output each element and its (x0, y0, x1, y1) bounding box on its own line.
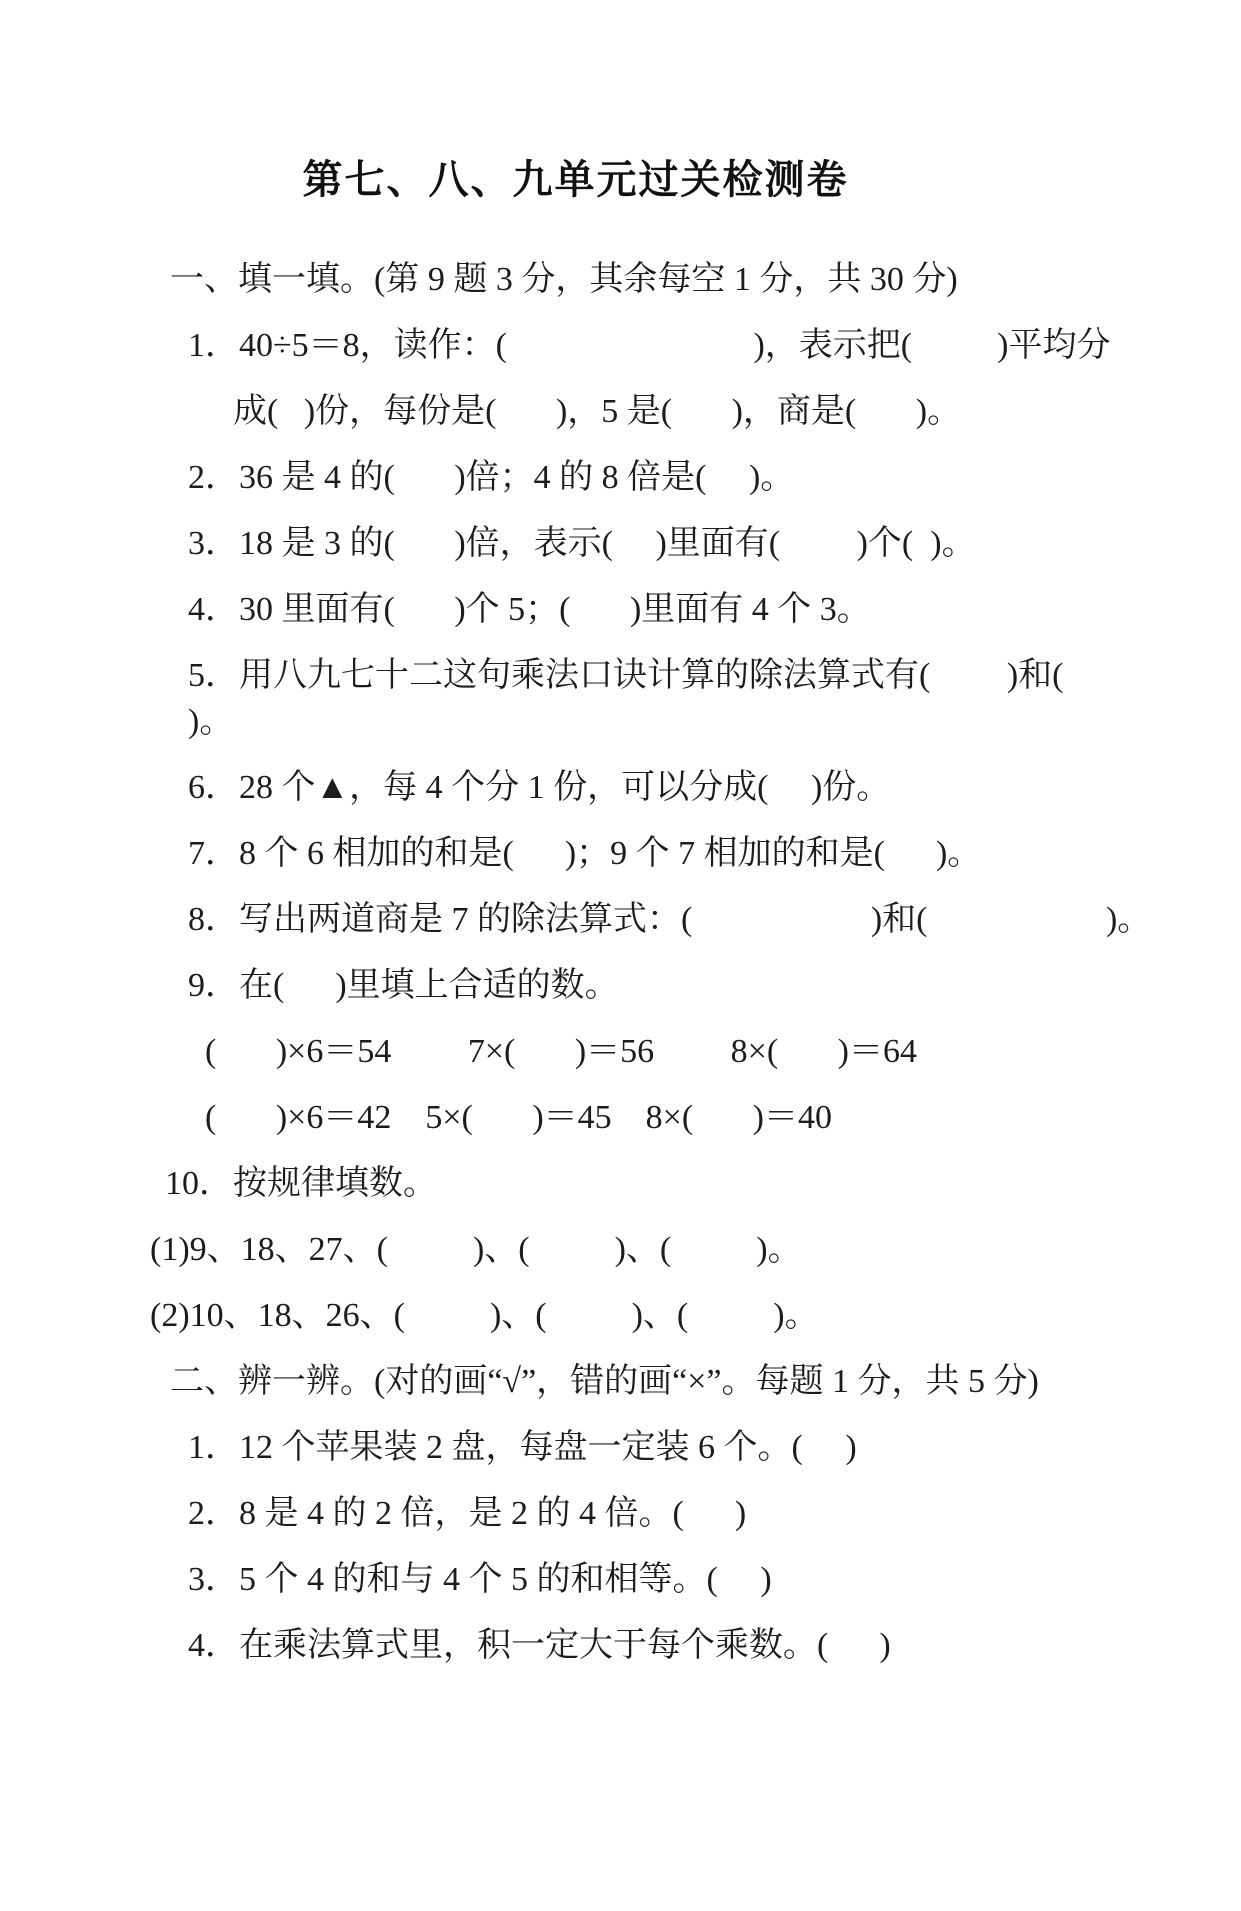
question-line: 1．40÷5＝8，读作：( )，表示把( )平均分 (188, 327, 1111, 364)
section-heading-1: 一、填一填。(第 9 题 3 分，其余每空 1 分，共 30 分) (170, 261, 958, 298)
question-line: 2．36 是 4 的( )倍；4 的 8 倍是( )。 (188, 459, 795, 496)
question-line: 3．5 个 4 的和与 4 个 5 的和相等。( ) (188, 1561, 772, 1598)
question-line: 9．在( )里填上合适的数。 (188, 967, 619, 1004)
question-line: 8．写出两道商是 7 的除法算式：( )和( )。 (188, 901, 1152, 938)
question-line: 6．28 个▲，每 4 个分 1 份，可以分成( )份。 (188, 769, 891, 806)
question-line: 4．在乘法算式里，积一定大于每个乘数。( ) (188, 1627, 891, 1664)
question-line: 7．8 个 6 相加的和是( )；9 个 7 相加的和是( )。 (188, 835, 982, 872)
question-line: (1)9、18、27、( )、( )、( )。 (150, 1231, 802, 1268)
question-line: 5．用八九七十二这句乘法口诀计算的除法算式有( )和( )。 (188, 657, 1140, 740)
question-line: 2．8 是 4 的 2 倍，是 2 的 4 倍。( ) (188, 1495, 747, 1532)
question-line: 4．30 里面有( )个 5；( )里面有 4 个 3。 (188, 591, 871, 628)
question-line: ( )×6＝42 5×( )＝45 8×( )＝40 (205, 1099, 832, 1136)
question-line: 10．按规律填数。 (165, 1165, 437, 1202)
question-line: ( )×6＝54 7×( )＝56 8×( )＝64 (205, 1033, 917, 1070)
document-body (150, 257, 1181, 1669)
question-line: 3．18 是 3 的( )倍，表示( )里面有( )个( )。 (188, 525, 976, 562)
page-title: 第七、八、九单元过关检测卷 (302, 158, 849, 202)
section-heading-2: 二、辨一辨。(对的画“√”，错的画“×”。每题 1 分，共 5 分) (170, 1363, 1039, 1400)
question-line: 成( )份，每份是( )，5 是( )，商是( )。 (233, 393, 962, 430)
question-line: 1．12 个苹果装 2 盘，每盘一定装 6 个。( ) (188, 1429, 857, 1466)
test-paper-page (0, 157, 1241, 1911)
question-line: (2)10、18、26、( )、( )、( )。 (150, 1297, 819, 1334)
